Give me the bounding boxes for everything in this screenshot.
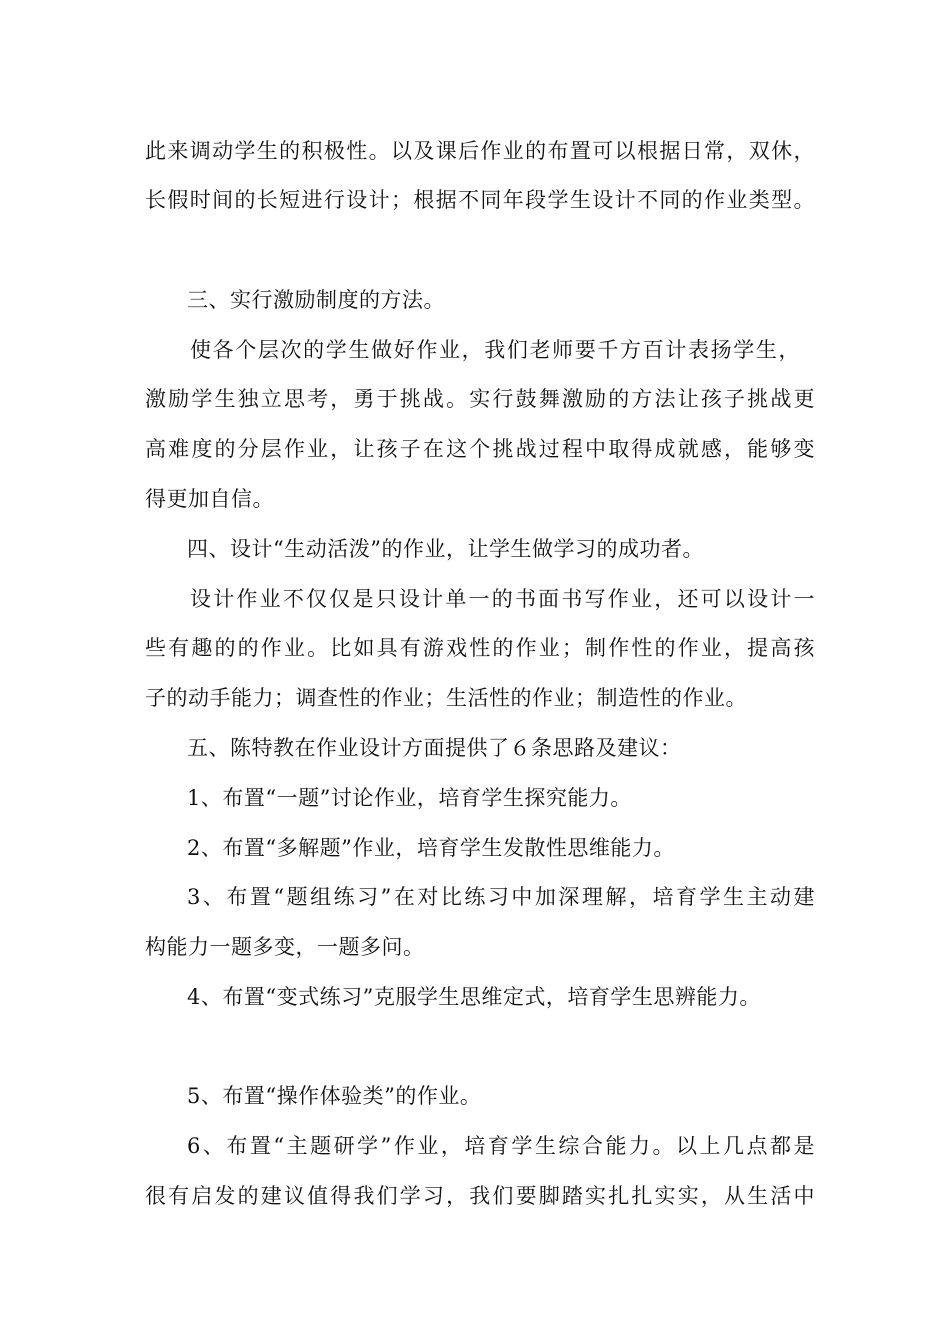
list-item: 4、布置“变式练习”克服学生思维定式，培育学生思辨能力。 xyxy=(187,985,761,1009)
section-heading-5: 五、陈特教在作业设计方面提供了６条思路及建议： xyxy=(187,736,682,760)
list-item: 3、布置“题组练习”在对比练习中加深理解，培育学生主动建 xyxy=(187,885,815,909)
paragraph-line: 使各个层次的学生做好作业，我们老师要千方百计表扬学生， xyxy=(190,338,800,362)
paragraph-line: 此来调动学生的积极性。以及课后作业的布置可以根据日常，双休， xyxy=(145,139,815,163)
section-heading-4: 四、设计“生动活泼”的作业，让学生做学习的成功者。 xyxy=(187,537,704,561)
paragraph-line: 很有启发的建议值得我们学习，我们要脚踏实扎扎实实，从生活中 xyxy=(145,1184,815,1208)
paragraph-line: 激励学生独立思考，勇于挑战。实行鼓舞激励的方法让孩子挑战更 xyxy=(145,387,815,411)
list-item: 6、布置“主题研学”作业，培育学生综合能力。以上几点都是 xyxy=(187,1134,815,1158)
list-item: 1、布置“一题”讨论作业，培育学生探究能力。 xyxy=(187,786,632,810)
paragraph-line: 设计作业不仅仅是只设计单一的书面书写作业，还可以设计一 xyxy=(190,587,815,611)
paragraph-line: 些有趣的的作业。比如具有游戏性的作业；制作性的作业，提高孩 xyxy=(145,636,815,660)
paragraph-line: 得更加自信。 xyxy=(145,487,274,511)
paragraph-line: 长假时间的长短进行设计；根据不同年段学生设计不同的作业类型。 xyxy=(145,188,815,212)
list-item: 5、布置“操作体验类”的作业。 xyxy=(187,1084,482,1108)
list-item: 2、布置“多解题”作业，培育学生发散性思维能力。 xyxy=(187,836,675,860)
paragraph-line: 高难度的分层作业，让孩子在这个挑战过程中取得成就感，能够变 xyxy=(145,437,815,461)
paragraph-line: 子的动手能力；调查性的作业；生活性的作业；制造性的作业。 xyxy=(145,686,747,710)
paragraph-line: 构能力一题多变，一题多问。 xyxy=(145,935,425,959)
section-heading-3: 三、实行激励制度的方法。 xyxy=(187,288,445,312)
